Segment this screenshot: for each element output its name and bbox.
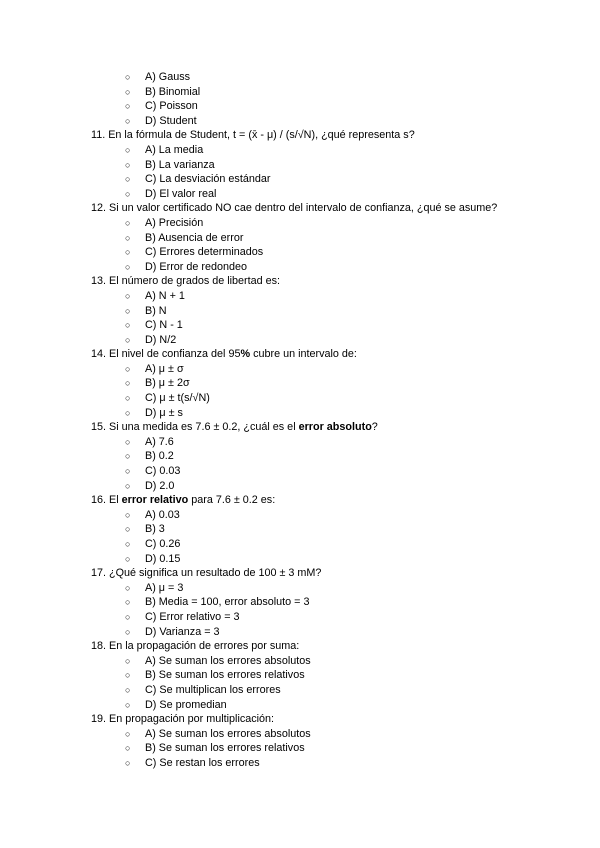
answer-option-text: A) N + 1 (145, 289, 185, 302)
answer-option-text: D) N/2 (145, 333, 177, 346)
answer-option-text: C) μ ± t(s/√N) (145, 392, 210, 405)
question-text (0, 420, 600, 435)
answer-option-text: D) El valor real (145, 187, 217, 200)
question-text (0, 347, 600, 362)
answer-option-text: D) Se promedian (145, 698, 227, 711)
circle-bullet-icon: ○ (125, 217, 131, 228)
circle-bullet-icon: ○ (125, 334, 131, 345)
answer-option-text: B) 3 (145, 523, 165, 536)
answer-option-text: A) Gauss (145, 71, 191, 83)
circle-bullet-icon: ○ (125, 261, 131, 272)
circle-bullet-icon: ○ (125, 378, 131, 389)
circle-bullet-icon: ○ (125, 320, 131, 331)
answer-option-text: D) μ ± s (145, 406, 183, 419)
answer-option-text: B) Se suman los errores relativos (145, 669, 305, 682)
answer-option-text: A) μ = 3 (145, 581, 184, 594)
answer-option (0, 187, 600, 202)
answer-option-text: C) Errores determinados (145, 246, 264, 259)
question-segment: 18. En la propagación de errores por suma: (91, 640, 300, 653)
answer-option-text: B) μ ± 2σ (145, 377, 190, 390)
circle-bullet-icon: ○ (125, 539, 131, 549)
answer-option-text: A) 0.03 (145, 508, 180, 521)
circle-bullet-icon: ○ (125, 174, 131, 185)
answer-option-text: C) 0.03 (145, 465, 181, 478)
circle-bullet-icon: ○ (125, 626, 131, 637)
answer-option-text: B) Binomial (145, 85, 201, 98)
answer-option (0, 216, 600, 231)
answer-option (0, 508, 600, 523)
circle-bullet-icon: ○ (125, 743, 131, 754)
question-emphasis: error relativo (121, 494, 189, 507)
answer-option (0, 537, 600, 552)
question-segment: 15. Si una medida es 7.6 ± 0.2, ¿cuál es el (91, 421, 299, 434)
circle-bullet-icon: ○ (125, 144, 131, 155)
circle-bullet-icon: ○ (125, 115, 131, 126)
circle-bullet-icon: ○ (125, 232, 131, 243)
answer-option-text: A) μ ± σ (145, 362, 184, 375)
circle-bullet-icon: ○ (125, 684, 131, 695)
answer-option (0, 654, 600, 669)
circle-bullet-icon: ○ (125, 159, 131, 170)
question-segment: ? (371, 421, 378, 434)
answer-option (0, 756, 600, 771)
answer-option (0, 362, 600, 377)
circle-bullet-icon: ○ (125, 699, 131, 710)
answer-option-text: A) 7.6 (145, 435, 174, 448)
question-emphasis: error absoluto (298, 421, 372, 434)
answer-option-text: B) N (145, 304, 167, 317)
question-segment: 11. En la fórmula de Student, t = (x̄ - μ) / (s/√N), ¿qué representa s? (91, 129, 415, 142)
question-segment: 17. ¿Qué significa un resultado de 100 ± 3 mM? (91, 567, 322, 580)
answer-option-text: B) Ausencia de error (145, 231, 244, 244)
circle-bullet-icon: ○ (125, 582, 131, 593)
answer-option (0, 625, 600, 640)
answer-option-text: B) 0.2 (145, 450, 174, 463)
answer-option-text: B) Media = 100, error absoluto = 3 (145, 596, 310, 609)
circle-bullet-icon: ○ (125, 86, 131, 97)
circle-bullet-icon: ○ (125, 72, 131, 82)
circle-bullet-icon: ○ (125, 670, 131, 681)
answer-option-text: C) Poisson (145, 100, 198, 113)
circle-bullet-icon: ○ (125, 247, 131, 258)
answer-option (0, 245, 600, 260)
answer-option (0, 289, 600, 304)
answer-option-text: A) La media (145, 143, 204, 156)
answer-option (0, 698, 600, 713)
answer-option-text: D) 0.15 (145, 552, 181, 565)
answer-option-text: C) Error relativo = 3 (145, 610, 240, 623)
answer-option (0, 391, 600, 406)
question-text (0, 128, 600, 143)
circle-bullet-icon: ○ (125, 553, 131, 564)
answer-option-text: A) Precisión (145, 216, 204, 229)
answer-option (0, 727, 600, 742)
answer-option (0, 304, 600, 319)
answer-option (0, 741, 600, 756)
answer-option (0, 683, 600, 698)
question-segment: 16. El (91, 494, 122, 507)
answer-option (0, 172, 600, 187)
circle-bullet-icon: ○ (125, 436, 131, 447)
question-segment: 13. El número de grados de libertad es: (91, 275, 281, 288)
circle-bullet-icon: ○ (125, 611, 131, 622)
question-segment: 19. En propagación por multiplicación: (91, 713, 275, 726)
answer-option (0, 318, 600, 333)
answer-option (0, 479, 600, 494)
answer-option-text: A) Se suman los errores absolutos (145, 727, 311, 740)
question-segment: 12. Si un valor certificado NO cae dentro del intervalo de confianza, ¿qué se asume? (91, 202, 498, 215)
answer-option-text: D) Student (145, 114, 197, 127)
question-text (0, 201, 600, 216)
circle-bullet-icon: ○ (125, 597, 131, 608)
answer-option (0, 610, 600, 625)
answer-option (0, 231, 600, 246)
circle-bullet-icon: ○ (125, 757, 131, 768)
answer-option (0, 260, 600, 275)
answer-option-text: D) Error de redondeo (145, 260, 248, 273)
answer-option (0, 464, 600, 479)
question-text (0, 566, 600, 581)
answer-option-text: B) Se suman los errores relativos (145, 742, 305, 755)
document-page (0, 70, 600, 771)
answer-option-text: C) 0.26 (145, 538, 181, 550)
question-text (0, 274, 600, 289)
answer-option (0, 581, 600, 596)
answer-option (0, 158, 600, 173)
answer-option (0, 114, 600, 129)
question-text (0, 493, 600, 508)
circle-bullet-icon: ○ (125, 509, 131, 520)
answer-option (0, 522, 600, 537)
answer-option-text: C) Se multiplican los errores (145, 683, 281, 696)
answer-option (0, 85, 600, 100)
answer-option-text: A) Se suman los errores absolutos (145, 654, 311, 667)
answer-option (0, 595, 600, 610)
circle-bullet-icon: ○ (125, 188, 131, 199)
question-emphasis: % (240, 348, 251, 361)
answer-option-text: B) La varianza (145, 158, 215, 171)
circle-bullet-icon: ○ (125, 407, 131, 418)
circle-bullet-icon: ○ (125, 524, 131, 535)
answer-option (0, 406, 600, 421)
circle-bullet-icon: ○ (125, 466, 131, 477)
answer-option (0, 333, 600, 348)
answer-option (0, 668, 600, 683)
circle-bullet-icon: ○ (125, 363, 131, 374)
circle-bullet-icon: ○ (125, 451, 131, 462)
circle-bullet-icon: ○ (125, 101, 131, 112)
circle-bullet-icon: ○ (125, 393, 131, 404)
answer-option-text: C) Se restan los errores (145, 756, 260, 769)
circle-bullet-icon: ○ (125, 655, 131, 666)
answer-option (0, 143, 600, 158)
answer-option (0, 552, 600, 567)
circle-bullet-icon: ○ (125, 480, 131, 491)
question-segment: para 7.6 ± 0.2 es: (188, 494, 276, 507)
circle-bullet-icon: ○ (125, 290, 131, 301)
answer-option (0, 70, 600, 85)
answer-option-text: D) Varianza = 3 (145, 625, 220, 638)
answer-option-text: D) 2.0 (145, 479, 175, 492)
question-segment: 14. El nivel de confianza del 95 (91, 348, 241, 361)
answer-option (0, 99, 600, 114)
circle-bullet-icon: ○ (125, 305, 131, 316)
answer-option (0, 449, 600, 464)
question-segment: cubre un intervalo de: (250, 348, 357, 361)
answer-option (0, 435, 600, 450)
question-text (0, 712, 600, 727)
circle-bullet-icon: ○ (125, 728, 131, 739)
answer-option-text: C) La desviación estándar (145, 173, 271, 186)
answer-option (0, 376, 600, 391)
answer-option-text: C) N - 1 (145, 319, 183, 332)
question-text (0, 639, 600, 654)
